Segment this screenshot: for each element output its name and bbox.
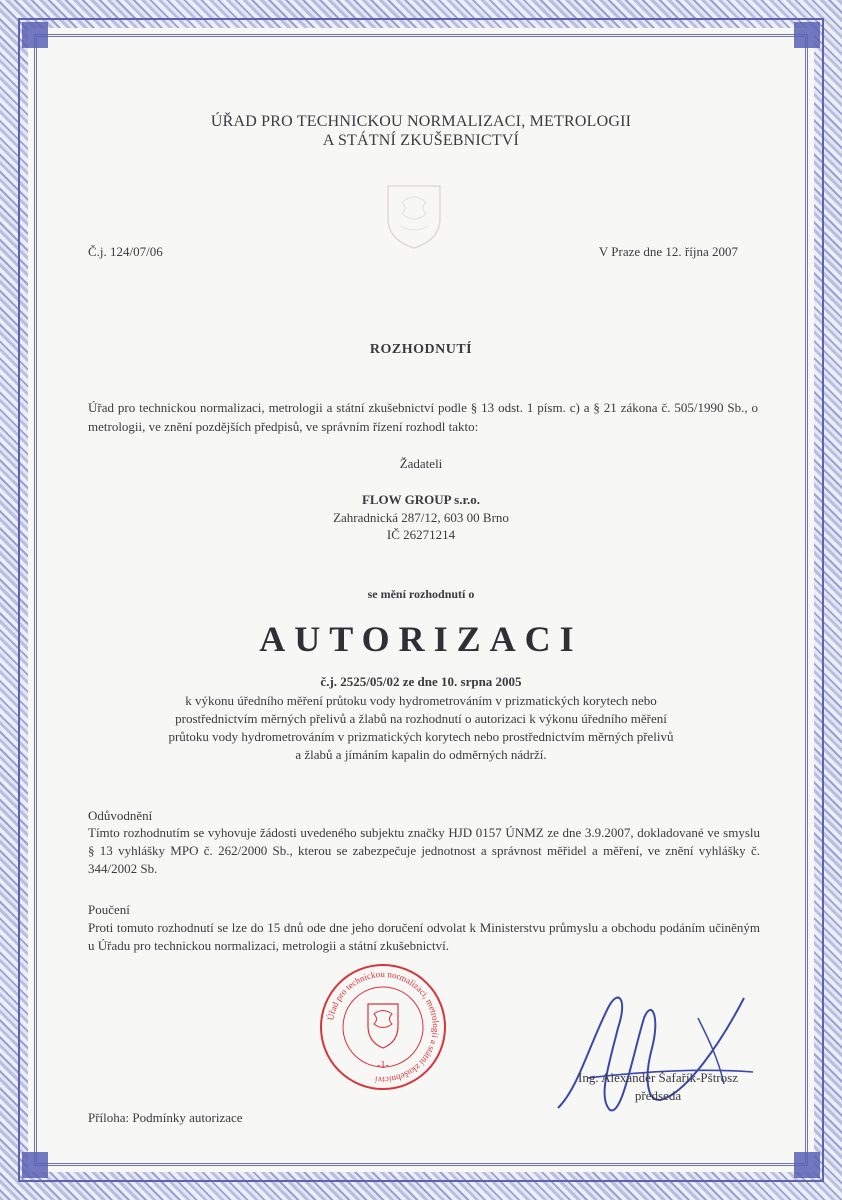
document-title: AUTORIZACI <box>259 619 583 659</box>
changes-label: se mění rozhodnutí o <box>367 587 475 601</box>
applicant-label: Žadateli <box>399 456 443 471</box>
corner-ornament <box>22 22 48 48</box>
corner-ornament <box>794 22 820 48</box>
authority-line-1: ÚŘAD PRO TECHNICKOU NORMALIZACI, METROLOGII <box>210 113 632 130</box>
original-decision-reference: č.j. 2525/05/02 ze dne 10. srpna 2005 <box>320 674 522 689</box>
signatory-role: předseda <box>634 1088 682 1103</box>
applicant-ico: IČ 26271214 <box>386 527 456 542</box>
corner-ornament <box>794 1152 820 1178</box>
reference-number: Č.j. 124/07/06 <box>88 244 163 259</box>
notice-heading: Poučení <box>88 902 130 917</box>
coat-of-arms-icon <box>382 180 446 250</box>
notice-text: Proti tomuto rozhodnutí se lze do 15 dnů ode dne jeho doručení odvolat k Ministerstvu průmyslu a obchodu podáním učiněným u Úřadu pro technickou normalizaci, metrologii a státní zkušebnictví. <box>88 920 760 953</box>
scope-line: k výkonu úředního měření průtoku vody hydrometrováním v prizmatických korytech nebo <box>185 693 657 708</box>
intro-paragraph: Úřad pro technickou normalizaci, metrologii a státní zkušebnictví podle § 13 odst. 1 písm. c) a § 21 zákona č. 505/1990 Sb., o metrologii, ve znění pozdějších předpisů, ve správním řízení rozhodl takto: <box>88 400 758 434</box>
place-and-date: V Praze dne 12. října 2007 <box>598 244 738 259</box>
authority-line-2: A STÁTNÍ ZKUŠEBNICTVÍ <box>322 132 520 149</box>
official-seal-icon <box>318 962 448 1092</box>
attachment-note: Příloha: Podmínky autorizace <box>88 1110 243 1125</box>
justification-text: Tímto rozhodnutím se vyhovuje žádosti uvedeného subjektu značky HJD 0157 ÚNMZ ze dne 3.9.2007, dokladované ve smyslu § 13 vyhlášky MPO č. 262/2000 Sb., kterou se zabezpečuje jednotnost a správnost měřidel a měření, ve znění vyhlášky č. 344/2002 Sb. <box>88 825 760 876</box>
corner-ornament <box>22 1152 48 1178</box>
applicant-address: Zahradnická 287/12, 603 00 Brno <box>333 510 509 525</box>
justification-heading: Odůvodnění <box>88 808 153 823</box>
scope-line: prostřednictvím měrných přelivů a žlabů na rozhodnutí o autorizaci k výkonu úředního měření <box>175 711 667 726</box>
seal-number: -1- <box>377 1060 389 1071</box>
authorization-scope <box>96 692 746 764</box>
scope-line: a žlabů a jímáním kapalin do odměrných nádrží. <box>295 747 547 762</box>
seal-ring-text: Úřad pro technickou normalizaci, metrologii a státní zkušebnictví <box>325 968 442 1086</box>
applicant-company: FLOW GROUP s.r.o. <box>361 492 481 507</box>
issuing-authority <box>0 112 842 150</box>
decision-heading: ROZHODNUTÍ <box>369 342 473 357</box>
signatory-name: Ing. Alexander Šafařík-Pštrosz <box>578 1070 738 1085</box>
scope-line: průtoku vody hydrometrováním v prizmatických korytech nebo prostřednictvím měrných přelivů <box>168 729 674 744</box>
